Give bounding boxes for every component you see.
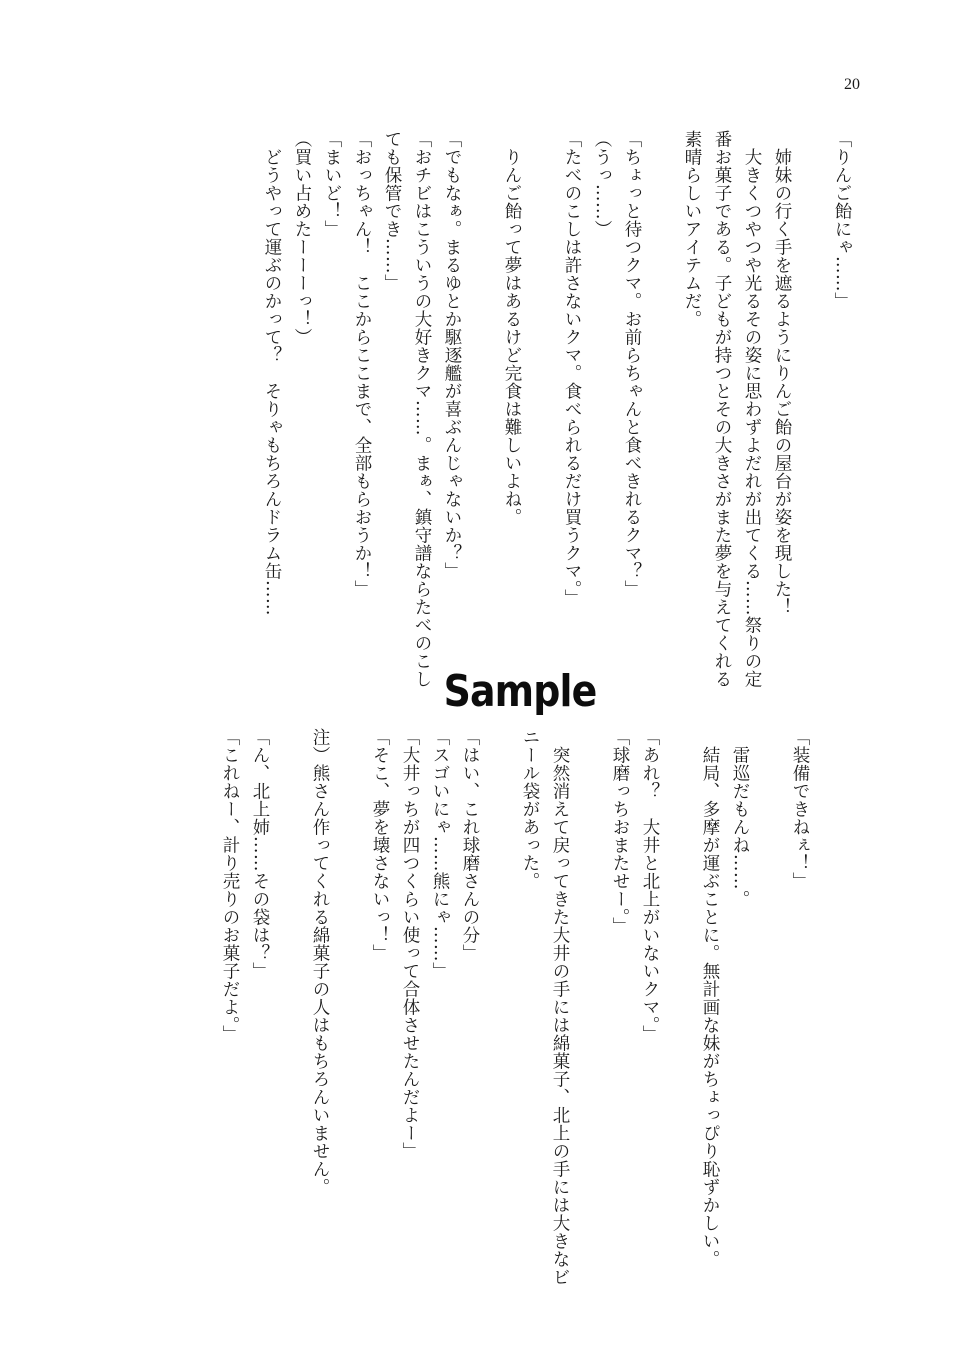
text-line: 「あれ？ 大井と北上がいないクマ。」 (640, 728, 660, 1044)
text-line: 結局、多摩が運ぶことに。無計画な妹がちょっぴり恥ずかしい。 (700, 728, 720, 1268)
text-line: 「まいど！」 (322, 130, 342, 238)
text-line: 「ん、北上姉……その袋は？」 (250, 728, 270, 980)
text-line: （買い占めたーーーっ！） (292, 130, 312, 346)
text-line: 注）熊さん作ってくれる綿菓子の人はもちろんいません。 (310, 728, 330, 1196)
blank-line (341, 728, 359, 1308)
text-line: 「スゴいにゃ……熊にゃ……」 (430, 728, 450, 980)
text-line: どうやって運ぶのかって？ そりゃもちろんドラム缶…… (262, 130, 282, 616)
page-number: 20 (844, 76, 860, 93)
text-line: 突然消えて戻ってきた大井の手には綿菓子、北上の手には大きなビ (550, 728, 570, 1286)
bottom-text-block (208, 728, 808, 1308)
text-line: 「りんご飴にゃ……」 (832, 130, 852, 310)
text-line: 「ちょっと待つクマ。お前らちゃんと食べきれるクマ？」 (622, 130, 642, 598)
text-line: 「おっちゃん！ ここからここまで、全部もらおうか！」 (352, 130, 372, 598)
text-line: 「はい、これ球磨さんの分」 (460, 728, 480, 962)
blank-line (671, 728, 689, 1308)
text-line: ても保管でき……」 (382, 130, 402, 292)
text-line: ニール袋があった。 (520, 728, 540, 890)
text-line: 大きくつやつや光るその姿に思わずよだれが出てくる……祭りの定 (742, 130, 762, 688)
sample-watermark: Sample (443, 666, 597, 717)
blank-line (761, 728, 779, 1308)
text-line: 素晴らしいアイテムだ。 (682, 130, 702, 328)
blank-line (473, 130, 491, 630)
top-text-block (250, 130, 852, 688)
text-line: 「これねー、計り売りのお菓子だよ。」 (220, 728, 240, 1044)
text-line: りんご飴って夢はあるけど完食は難しいよね。 (502, 130, 522, 526)
text-line: 「おチビはこういうの大好きクマ……。まぁ、鎮守譜ならたべのこし (412, 130, 432, 688)
text-line: 雷巡だもんね……。 (730, 728, 750, 908)
text-line: 番お菓子である。子どもが持つとその大きさがまた夢を与えてくれる (712, 130, 732, 688)
text-line: 「でもなぁ。まるゆとか駆逐艦が喜ぶんじゃないか？」 (442, 130, 462, 580)
text-line: 「装備できねぇ！」 (790, 728, 810, 890)
text-line: 「球磨っちおまたせー。」 (610, 728, 630, 936)
blank-line (581, 728, 599, 1308)
blank-line (533, 130, 551, 630)
blank-line (491, 728, 509, 1308)
text-line: 「大井っちが四つくらい使って合体させたんだよー」 (400, 728, 420, 1160)
blank-line (803, 130, 821, 630)
blank-line (281, 728, 299, 1308)
text-line: 「たべのこしは許さないクマ。食べられるだけ買うクマ。」 (562, 130, 582, 608)
text-line: （うっ……） (592, 130, 612, 238)
text-line: 「そこ、夢を壊さないっ！」 (370, 728, 390, 962)
blank-line (653, 130, 671, 630)
text-line: 姉妹の行く手を遮るようにりんご飴の屋台が姿を現した！ (772, 130, 792, 616)
